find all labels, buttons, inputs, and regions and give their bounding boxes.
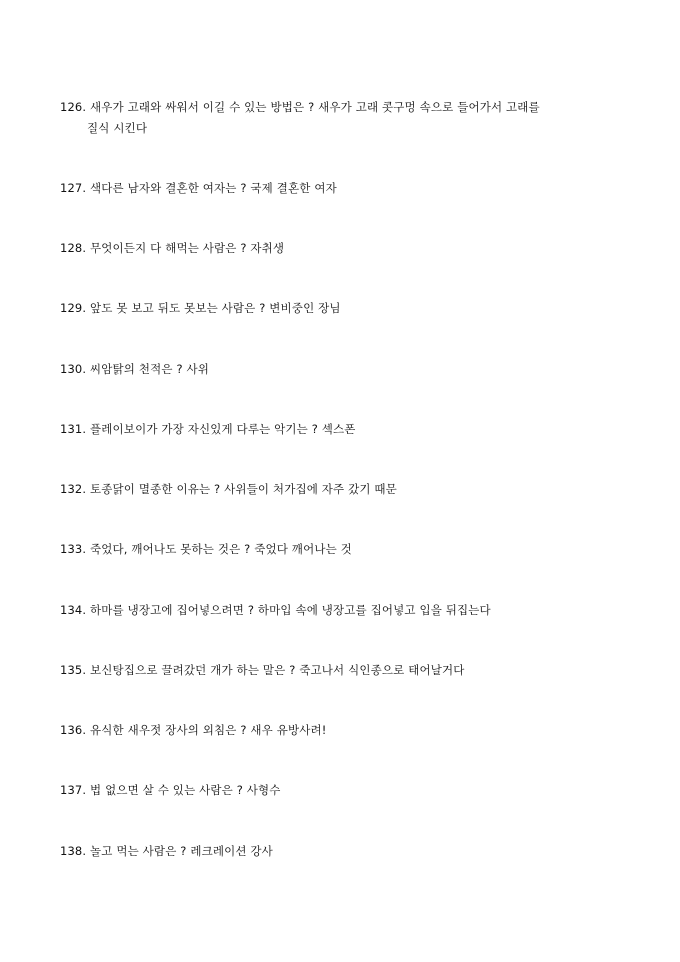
riddle-entry-128 [60, 238, 640, 259]
entry-number: 135. [60, 663, 87, 677]
riddle-entry-138 [60, 841, 640, 862]
entry-number: 137. [60, 783, 87, 797]
riddle-entry-133 [60, 539, 640, 560]
entry-text: 토종닭이 멸종한 이유는 ? 사위들이 처가집에 자주 갔기 때문 [90, 482, 397, 496]
entry-number: 126. [60, 100, 87, 114]
entry-text: 보신탕집으로 끌려갔던 개가 하는 말은 ? 죽고나서 식인종으로 태어날거다 [90, 663, 465, 677]
entry-text: 법 없으면 살 수 있는 사람은 ? 사형수 [90, 783, 281, 797]
entry-number: 134. [60, 603, 87, 617]
riddle-entry-126 [60, 97, 640, 139]
entry-number: 129. [60, 301, 87, 315]
entry-text: 씨암탉의 천적은 ? 사위 [90, 362, 210, 376]
entry-text: 새우가 고래와 싸워서 이길 수 있는 방법은 ? 새우가 고래 콧구멍 속으로 들어가서 고래를 [90, 100, 540, 114]
entry-number: 136. [60, 723, 87, 737]
entry-number: 127. [60, 181, 87, 195]
entry-text: 하마를 냉장고에 집어넣으려면 ? 하마입 속에 냉장고를 집어넣고 입을 뒤집는다 [90, 603, 491, 617]
entry-text: 유식한 새우젓 장사의 외침은 ? 새우 유방사려! [90, 723, 327, 737]
entry-number: 130. [60, 362, 87, 376]
riddle-entry-129 [60, 298, 640, 319]
entry-text: 놀고 먹는 사람은 ? 레크레이션 강사 [90, 844, 273, 858]
entry-number: 131. [60, 422, 87, 436]
entry-number: 133. [60, 542, 87, 556]
riddle-entry-132 [60, 479, 640, 500]
riddle-entry-136 [60, 720, 640, 741]
entry-number: 132. [60, 482, 87, 496]
entry-number: 138. [60, 844, 87, 858]
riddle-entry-131 [60, 419, 640, 440]
entry-text: 무엇이든지 다 해먹는 사람은 ? 자취생 [90, 241, 285, 255]
riddle-entry-127 [60, 178, 640, 199]
riddle-entry-130 [60, 359, 640, 380]
riddle-entry-137 [60, 780, 640, 801]
riddle-entry-135 [60, 660, 640, 681]
entry-number: 128. [60, 241, 87, 255]
entry-text: 색다른 남자와 결혼한 여자는 ? 국제 결혼한 여자 [90, 181, 337, 195]
entry-text: 앞도 못 보고 뒤도 못보는 사람은 ? 변비중인 장님 [90, 301, 341, 315]
riddle-entry-134 [60, 600, 640, 621]
entry-text: 플레이보이가 가장 자신있게 다루는 악기는 ? 섹스폰 [90, 422, 356, 436]
entry-text: 죽었다, 깨어나도 못하는 것은 ? 죽었다 깨어나는 것 [90, 542, 352, 556]
entry-text-continuation: 질식 시킨다 [87, 121, 148, 135]
